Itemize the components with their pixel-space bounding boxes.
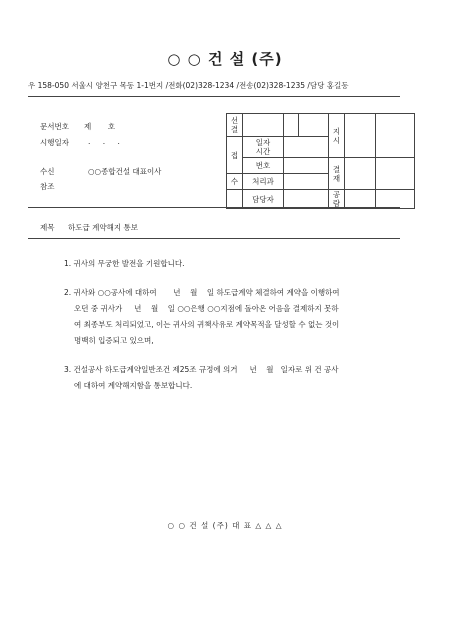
doc-number-label: 문서번호	[40, 122, 69, 131]
processing-dept-cell	[284, 174, 329, 190]
subject-value: 하도급 계약해지 통보	[68, 223, 138, 232]
paragraph-1: 1. 귀사의 무궁한 발전을 기원합니다.	[64, 259, 185, 268]
company-address: 우 158-050 서울시 양천구 목동 1-1번지 /전화(02)328-1234 /전송(02)328-1235 /담당 홍길동	[28, 81, 349, 90]
person-in-charge-label: 담당자	[243, 190, 284, 209]
processing-dept-label: 처리과	[243, 174, 284, 190]
pre-approval-cell-2	[284, 114, 299, 137]
issue-date-label: 시행일자	[40, 138, 69, 147]
subject-label: 제목	[40, 223, 55, 232]
instruction-cell	[345, 114, 376, 158]
circulation-label: 공 람	[329, 190, 345, 209]
pre-approval-cell-3	[299, 114, 329, 137]
issue-date-value: . . .	[88, 137, 125, 146]
number-label: 번호	[243, 158, 284, 174]
paragraph-3-line-1: 3. 건설공사 하도급계약일반조건 제25조 규정에 의거 년 월 일자로 위 건 공사	[64, 365, 339, 374]
receipt-empty-cell	[227, 190, 243, 209]
approval-cell-2	[376, 158, 415, 190]
person-in-charge-cell	[284, 190, 329, 209]
approval-table	[226, 113, 415, 209]
divider-top	[28, 96, 400, 97]
approval-label: 결 재	[329, 158, 345, 190]
divider-subject	[28, 238, 400, 239]
signature-line: ○ ○ 건 설 (주) 대 표 △ △ △	[167, 521, 283, 530]
paragraph-2-line-3: 여 최종부도 처리되었고, 이는 귀사의 귀책사유로 계약목적을 달성할 수 없는 것이	[74, 320, 340, 329]
receipt-label-su: 수	[227, 174, 243, 190]
instruction-cell-2	[376, 114, 415, 158]
circulation-cell-2	[376, 190, 415, 209]
approval-cell	[345, 158, 376, 190]
recipient-label: 수신	[40, 167, 55, 176]
paragraph-2-line-4: 명백히 입증되고 있으며,	[74, 336, 154, 345]
divider-mid	[28, 207, 400, 208]
circulation-cell	[345, 190, 376, 209]
pre-approval-cell	[243, 114, 284, 137]
instruction-label: 지 시	[329, 114, 345, 158]
date-time-label: 일자 시간	[243, 137, 284, 158]
date-time-cell	[284, 137, 329, 158]
paragraph-2-line-1: 2. 귀사와 ○○공사에 대하여 년 월 일 하도급계약 체결하여 계약을 이행하여	[64, 288, 340, 297]
paragraph-3-line-2: 에 대하여 계약해지함을 통보합니다.	[74, 381, 193, 390]
number-cell	[284, 158, 329, 174]
pre-approval-label: 선 결	[227, 114, 243, 137]
doc-number-value: 제 호	[84, 122, 116, 131]
recipient-value: ○○종합건설 대표이사	[88, 167, 162, 176]
reference-label: 참조	[40, 182, 55, 191]
document-title: ○ ○ 건 설 (주)	[167, 50, 283, 68]
paragraph-2-line-2: 오던 중 귀사가 년 월 일 ○○은행 ○○지점에 돌아온 어음을 결제하지 못하	[74, 304, 339, 313]
receipt-label-jeop: 접	[227, 137, 243, 174]
